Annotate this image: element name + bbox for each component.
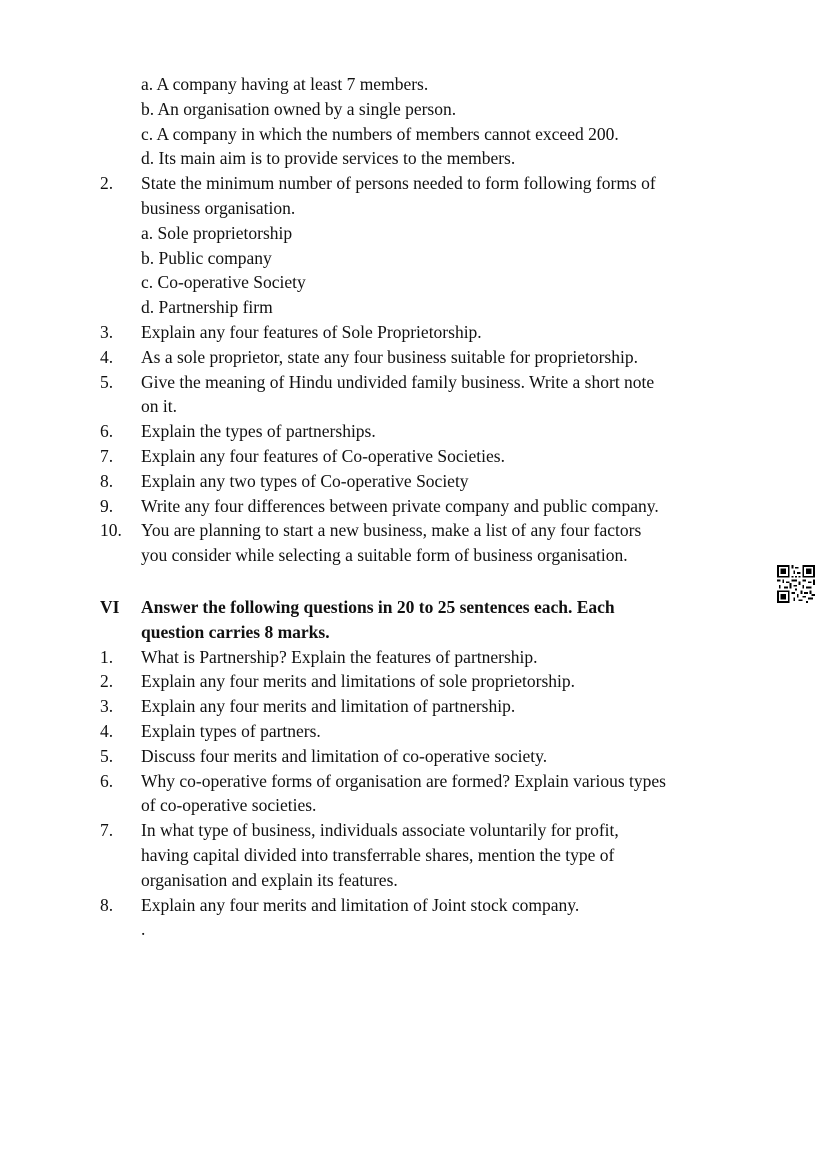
question-line bbox=[0, 868, 827, 893]
question-text: Explain types of partners. bbox=[141, 720, 321, 741]
option-line bbox=[0, 122, 827, 147]
question-text: Explain any two types of Co-operative Society bbox=[141, 470, 469, 491]
question-page bbox=[0, 72, 827, 942]
question-number: 3. bbox=[100, 696, 114, 717]
question-number: 10. bbox=[100, 520, 122, 541]
question-number: 5. bbox=[100, 371, 114, 392]
question-line bbox=[0, 669, 827, 694]
question-line bbox=[0, 345, 827, 370]
section-instruction: question carries 8 marks. bbox=[141, 621, 330, 642]
question-line bbox=[0, 320, 827, 345]
qr-code-icon bbox=[777, 565, 815, 603]
question-number: 7. bbox=[100, 445, 114, 466]
question-text: on it. bbox=[141, 396, 177, 417]
option-text: a. Sole proprietorship bbox=[141, 222, 293, 243]
option-line bbox=[0, 270, 827, 295]
question-text: business organisation. bbox=[141, 197, 296, 218]
question-line bbox=[0, 494, 827, 519]
question-line bbox=[0, 469, 827, 494]
question-text: In what type of business, individuals associate voluntarily for profit, bbox=[141, 820, 619, 841]
question-line bbox=[0, 196, 827, 221]
question-text: Explain any four features of Co-operative Societies. bbox=[141, 445, 505, 466]
question-text: Explain any four merits and limitations of sole proprietorship. bbox=[141, 671, 576, 692]
question-text: You are planning to start a new business, make a list of any four factors bbox=[141, 520, 642, 541]
question-number: 2. bbox=[100, 173, 114, 194]
question-text: having capital divided into transferrable shares, mention the type of bbox=[141, 844, 615, 865]
question-line bbox=[0, 769, 827, 794]
question-text: Explain any four merits and limitation of partnership. bbox=[141, 696, 516, 717]
question-line bbox=[0, 419, 827, 444]
question-line bbox=[0, 793, 827, 818]
question-number: 7. bbox=[100, 820, 114, 841]
question-number: 9. bbox=[100, 495, 114, 516]
question-number: 4. bbox=[100, 720, 114, 741]
question-number: 4. bbox=[100, 346, 114, 367]
section-heading bbox=[0, 595, 827, 620]
question-text: organisation and explain its features. bbox=[141, 869, 398, 890]
question-text: Explain the types of partnerships. bbox=[141, 421, 376, 442]
question-number: 1. bbox=[100, 646, 114, 667]
trailing-dot: . bbox=[141, 919, 146, 940]
question-text: State the minimum number of persons needed to form following forms of bbox=[141, 173, 656, 194]
option-line bbox=[0, 146, 827, 171]
option-text: c. A company in which the numbers of members cannot exceed 200. bbox=[141, 123, 619, 144]
question-text: you consider while selecting a suitable form of business organisation. bbox=[141, 545, 628, 566]
question-number: 3. bbox=[100, 321, 114, 342]
option-text: b. An organisation owned by a single person. bbox=[141, 98, 457, 119]
question-line bbox=[0, 645, 827, 670]
question-line bbox=[0, 394, 827, 419]
question-text: Write any four differences between private company and public company. bbox=[141, 495, 659, 516]
question-line bbox=[0, 744, 827, 769]
question-line bbox=[0, 444, 827, 469]
question-line bbox=[0, 893, 827, 918]
question-text: As a sole proprietor, state any four business suitable for proprietorship. bbox=[141, 346, 638, 367]
question-number: 8. bbox=[100, 470, 114, 491]
option-line bbox=[0, 221, 827, 246]
question-line bbox=[0, 171, 827, 196]
question-line bbox=[0, 818, 827, 843]
option-line bbox=[0, 295, 827, 320]
section-roman-numeral: VI bbox=[100, 596, 120, 617]
question-line bbox=[0, 518, 827, 543]
question-line bbox=[0, 694, 827, 719]
option-text: c. Co-operative Society bbox=[141, 272, 306, 293]
option-text: a. A company having at least 7 members. bbox=[141, 74, 429, 94]
question-text: Explain any four features of Sole Proprietorship. bbox=[141, 321, 482, 342]
option-line bbox=[0, 97, 827, 122]
question-text: Discuss four merits and limitation of co-operative society. bbox=[141, 745, 548, 766]
question-number: 5. bbox=[100, 745, 114, 766]
option-text: d. Its main aim is to provide services to the members. bbox=[141, 148, 516, 169]
option-line bbox=[0, 72, 827, 97]
question-number: 6. bbox=[100, 421, 114, 442]
question-line bbox=[0, 543, 827, 568]
question-text: Explain any four merits and limitation of Joint stock company. bbox=[141, 894, 580, 915]
option-line bbox=[0, 246, 827, 271]
option-text: b. Public company bbox=[141, 247, 272, 268]
question-number: 6. bbox=[100, 770, 114, 791]
question-line bbox=[0, 843, 827, 868]
question-number: 8. bbox=[100, 894, 114, 915]
question-number: 2. bbox=[100, 671, 114, 692]
section-heading bbox=[0, 620, 827, 645]
trailing-dot-line bbox=[0, 917, 827, 942]
question-text: What is Partnership? Explain the features of partnership. bbox=[141, 646, 538, 667]
question-line bbox=[0, 370, 827, 395]
option-text: d. Partnership firm bbox=[141, 297, 273, 318]
section-spacer bbox=[0, 568, 827, 595]
question-line bbox=[0, 719, 827, 744]
question-text: Why co-operative forms of organisation are formed? Explain various types bbox=[141, 770, 666, 791]
question-text: Give the meaning of Hindu undivided family business. Write a short note bbox=[141, 371, 655, 392]
question-text: of co-operative societies. bbox=[141, 795, 317, 816]
section-instruction: Answer the following questions in 20 to 25 sentences each. Each bbox=[141, 596, 615, 617]
